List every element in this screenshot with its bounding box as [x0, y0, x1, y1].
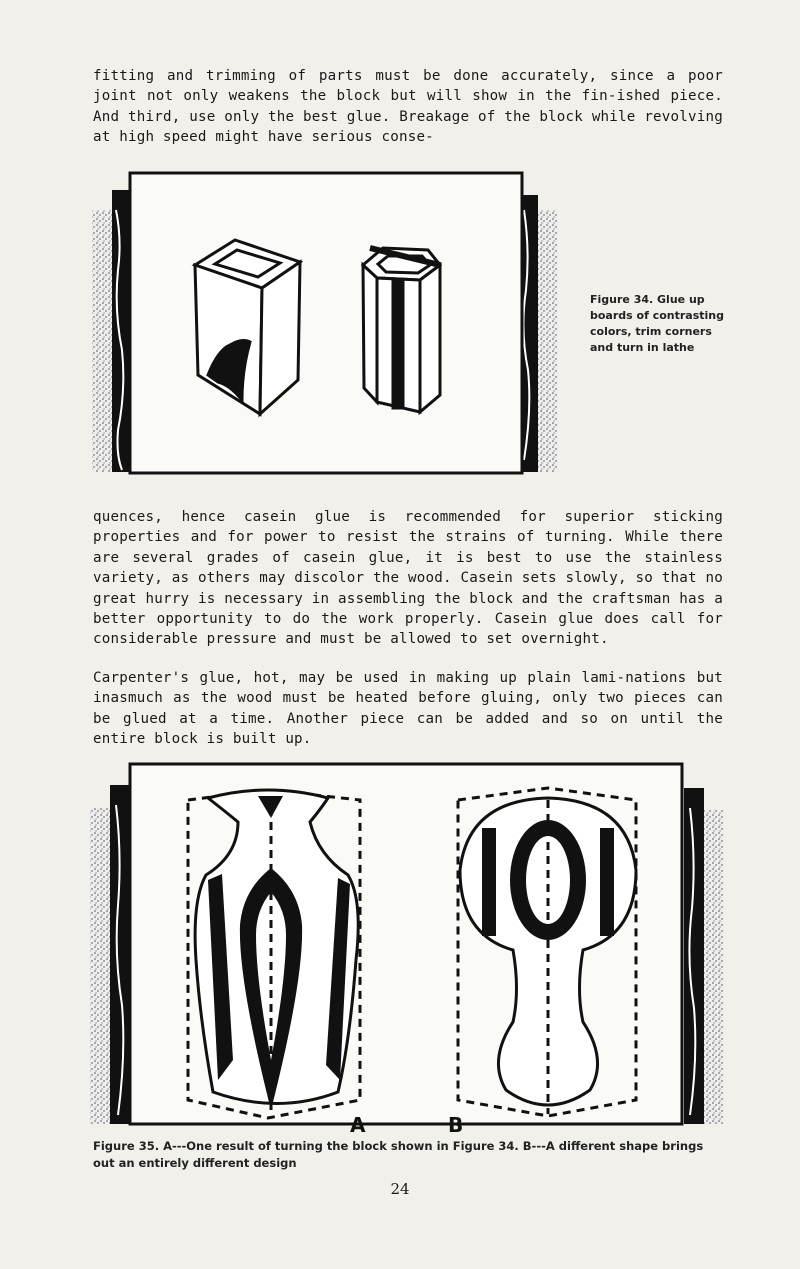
left-wood-border	[110, 785, 130, 1124]
body-paragraph-3: Carpenter's glue, hot, may be used in making up plain lami-nations but inasmuch as the wood must be heated before gluing, only two pieces can be glued at a time. Another piece can be added and so on until the entire block is built up.	[93, 670, 723, 748]
body-paragraph-2: quences, hence casein glue is recommended for superior sticking properties and for power to resist the strains of turning. While there are several grades of casein glue, it is best to use the stainless variety, as others may discolor the wood. Casein sets slowly, so that no great hurry is necessary in assembling the block and the craftsman has a better opportunity to do the work properly. Casein glue does call for considerable pressure and must be allowed to set overnight.	[93, 509, 723, 648]
left-speckle-border	[92, 210, 112, 472]
glued-block-corners-trimmed	[363, 248, 440, 412]
right-speckle-border	[704, 810, 724, 1124]
figure-34-caption: Figure 34. Glue up boards of contrasting colors, trim corners and turn in lathe	[590, 293, 724, 354]
page-number: 24	[390, 1180, 410, 1198]
figure-35-illustration	[88, 760, 728, 1132]
right-speckle-border	[538, 210, 558, 472]
figure-35-label-b: B	[448, 1113, 464, 1132]
figure-35	[88, 760, 728, 1132]
figure-35-label-a: A	[350, 1113, 366, 1132]
figure-34-illustration	[90, 170, 570, 480]
left-speckle-border	[90, 808, 110, 1124]
figure-34-panel	[130, 173, 522, 473]
left-wood-border	[112, 190, 130, 472]
body-paragraph-1: fitting and trimming of parts must be done accurately, since a poor joint not only weakens the block but will show in the fin-ished piece. And third, use only the best glue. Breakage of the block while revolving at high speed might have serious conse-	[93, 68, 723, 146]
figure-35-caption: Figure 35. A---One result of turning the block shown in Figure 34. B---A different shape brings out an entirely different design	[93, 1139, 704, 1170]
figure-34	[90, 170, 570, 480]
